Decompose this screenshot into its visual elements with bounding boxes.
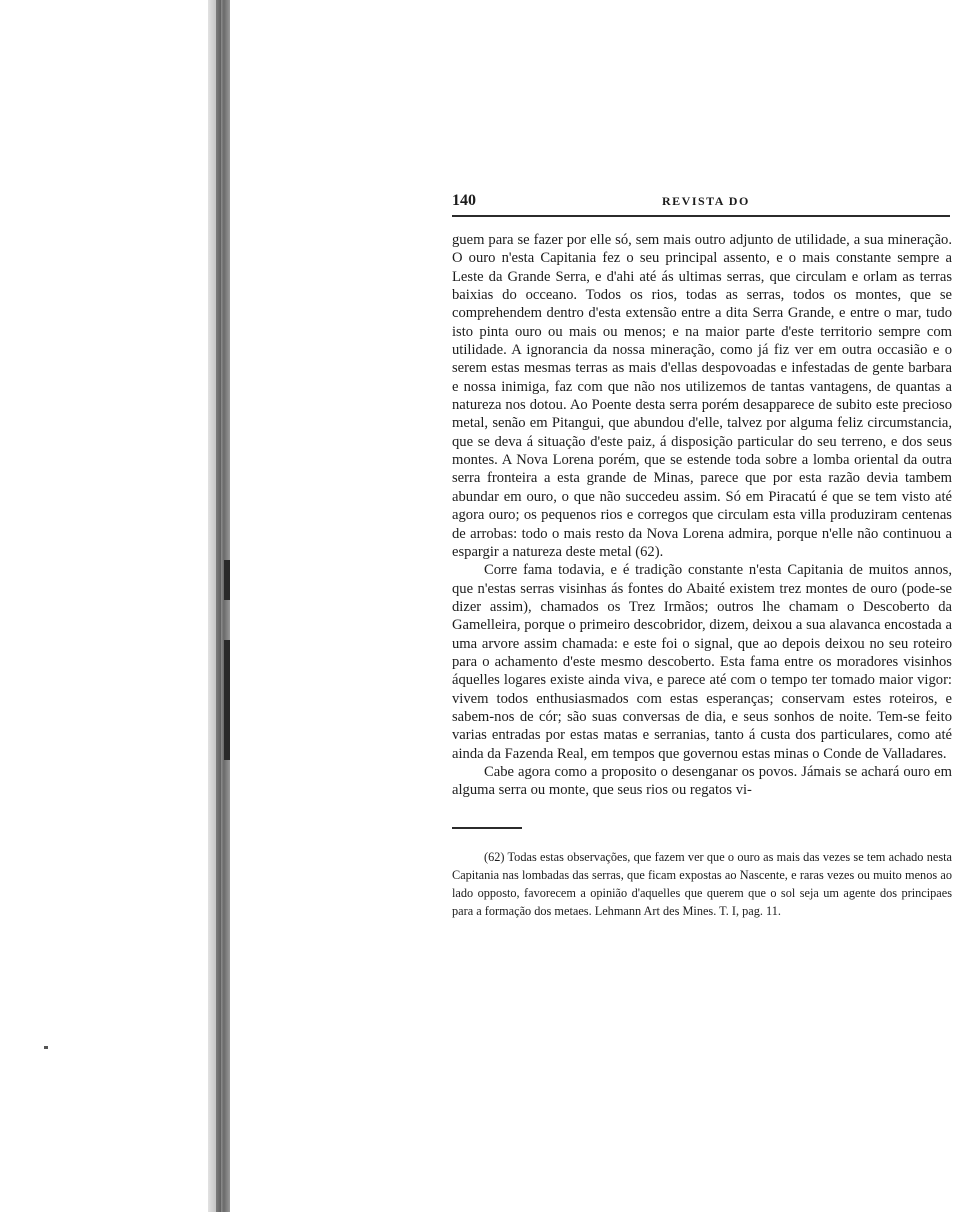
running-head — [452, 192, 962, 214]
paragraph: Corre fama todavia, e é tradição constante n'esta Capitania de muitos annos, que n'estas serras visinhas ás fontes do Abaité existem trez montes de ouro (pode-se dizer assim), chamados os Trez Irmãos; outros lhe chamam o Descoberto da Gamelleira, porque o primeiro descobridor, dizem, deixou a sua alavanca encostada a uma arvore assim chamada: e este foi o signal, que ao depois deixou no seu roteiro para o achamento d'este mesmo descoberto. Esta fama entre os moradores visinhos áquelles logares existe ainda viva, e parece até com o tempo ter tomado maior vigor: vivem todos enthusiasmados com estas esperanças; conservam estes roteiros, e sabem-nos de cór; são suas conversas de dia, e seus sonhos de noite. Tem-se feito varias entradas por estas matas e serranias, tanto á custa dos particulares, como até ainda da Fazenda Real, em tempos que governou estas minas o Conde de Valladares. — [452, 562, 952, 762]
footnote: (62) Todas estas observações, que fazem ver que o ouro as mais das vezes se tem achado nesta Capitania nas lombadas das serras, que ficam expostas ao Nascente, e raras vezes ou muito menos ao lado opposto, favorecem a opinião d'aquelles que querem que o sol seja um agente dos principaes para a formação dos metaes. Lehmann Art des Mines. T. I, pag. 11. — [452, 849, 952, 918]
page-number: 140 — [452, 192, 476, 209]
footnote-rule — [452, 827, 522, 829]
binding-mark — [224, 560, 230, 600]
paragraph: guem para se fazer por elle só, sem mais outro adjunto de utilidade, a sua mineração. O ouro n'esta Capitania fez o seu principal assento, e o mais constante sempre a Leste da Grande Serra, e d'ahi até ás ultimas serras, que circulam e orlam as terras baixias do occeano. Todos os rios, todas as serras, todos os montes, que se comprehendem dentro d'esta extensão entre a dita Serra Grande, e entre o mar, tudo isto pinta ouro ou mais ou menos; e na maior parte d'este territorio sempre com utilidade. A ignorancia da nossa mineração, como já fiz ver em outra occasião e o serem estas mesmas terras as mais d'ellas despovoadas e infestadas de gente barbara e nossa inimiga, faz com que não nos utilizemos de tantas vantagens, de quantas a natureza nos dotou. Ao Poente desta serra porém desapparece de subito este precioso metal, senão em Pitangui, que abundou d'elle, talvez por alguma feliz circumstancia, que se deva á situação d'este paiz, á disposição particular do seu terreno, e dos seus montes. A Nova Lorena porém, que se estende toda sobre a lomba oriental da outra serra fronteira a esta grande de Minas, parece que por esta razão devia tambem abundar em ouro, o que não succedeu assim. Só em Piracatú é que se tem visto até agora ouro; os pequenos rios e corregos que circulam esta villa produziram centenas de arrobas: todo o mais resto da Nova Lorena admira, porque n'elle não continuou a espargir a natureza deste metal (62). — [452, 232, 952, 560]
binding-edge-line — [216, 0, 221, 1212]
scan-speck — [44, 1046, 48, 1049]
paragraph: Cabe agora como a proposito o desenganar os povos. Jámais se achará ouro em alguma serra ou monte, que seus rios ou regatos vi- — [452, 763, 952, 799]
body-text — [452, 231, 952, 800]
book-page — [452, 192, 962, 932]
binding-mark — [224, 640, 230, 760]
header-rule — [452, 215, 950, 217]
running-title: REVISTA DO — [662, 194, 750, 208]
